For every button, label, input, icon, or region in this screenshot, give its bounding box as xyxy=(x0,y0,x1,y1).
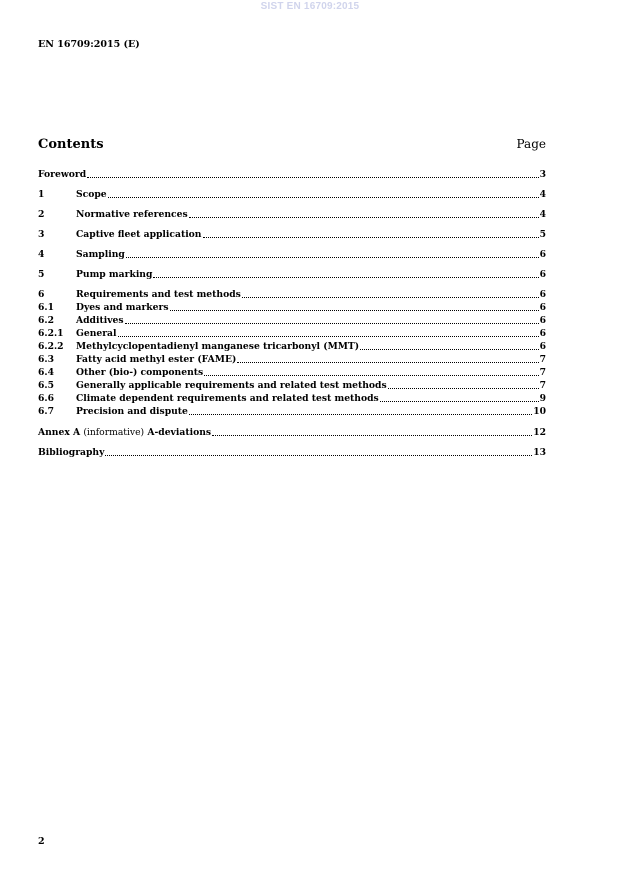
toc-entry-page: 4 xyxy=(539,209,546,220)
toc-entry-title: Other (bio-) components xyxy=(76,367,204,378)
toc-leader-dots xyxy=(108,196,539,198)
toc-entry-normative-references[interactable] xyxy=(38,208,546,220)
toc-leader-dots xyxy=(203,236,539,238)
toc-entry-page: 7 xyxy=(539,354,546,365)
toc-entry-page: 6 xyxy=(539,269,546,280)
toc-entry-number: 6.2.1 xyxy=(38,328,64,339)
toc-entry-page: 12 xyxy=(533,427,546,438)
toc-entry-foreword[interactable] xyxy=(38,168,546,180)
toc-entry-generally-applicable-requirements[interactable] xyxy=(38,379,546,391)
toc-leader-dots xyxy=(118,335,539,337)
toc-entry-additives[interactable] xyxy=(38,314,546,326)
toc-leader-dots xyxy=(380,400,539,402)
annex-note: (informative) xyxy=(83,427,145,438)
toc-entry-precision-and-dispute[interactable] xyxy=(38,405,546,417)
document-id: EN 16709:2015 (E) xyxy=(38,39,140,50)
toc-entry-title: Bibliography xyxy=(38,447,105,458)
toc-entry-page: 9 xyxy=(539,393,546,404)
toc-entry-title xyxy=(38,427,211,438)
page-column-label: Page xyxy=(516,137,546,151)
toc-entry-title: Methylcyclopentadienyl manganese tricarbonyl (MMT) xyxy=(76,341,360,352)
toc-entry-number: 6.1 xyxy=(38,302,54,313)
toc-entry-number: 1 xyxy=(38,189,45,200)
toc-entry-mmt[interactable] xyxy=(38,340,546,352)
toc-entry-page: 6 xyxy=(539,328,546,339)
toc-entry-number: 6.4 xyxy=(38,367,54,378)
toc-leader-dots xyxy=(105,454,532,456)
toc-leader-dots xyxy=(170,309,539,311)
toc-entry-number: 3 xyxy=(38,229,45,240)
toc-leader-dots xyxy=(388,387,539,389)
toc-entry-title: Generally applicable requirements and related test methods xyxy=(76,380,387,391)
toc-entry-page: 6 xyxy=(539,341,546,352)
toc-entry-title: Sampling xyxy=(76,249,125,260)
toc-entry-number: 2 xyxy=(38,209,45,220)
toc-entry-captive-fleet-application[interactable] xyxy=(38,228,546,240)
toc-entry-title: Precision and dispute xyxy=(76,406,188,417)
toc-entry-title: Fatty acid methyl ester (FAME) xyxy=(76,354,237,365)
toc-entry-page: 4 xyxy=(539,189,546,200)
toc-entry-sampling[interactable] xyxy=(38,248,546,260)
toc-entry-page: 6 xyxy=(539,302,546,313)
toc-entry-requirements-and-test-methods[interactable] xyxy=(38,288,546,300)
toc-entry-title: Requirements and test methods xyxy=(76,289,241,300)
toc-leader-dots xyxy=(360,348,539,350)
toc-entry-number: 6.5 xyxy=(38,380,54,391)
toc-leader-dots xyxy=(204,374,538,376)
toc-entry-scope[interactable] xyxy=(38,188,546,200)
toc-leader-dots xyxy=(189,216,539,218)
toc-entry-number: 6.2.2 xyxy=(38,341,64,352)
toc-entry-page: 3 xyxy=(539,169,546,180)
toc-leader-dots xyxy=(125,322,539,324)
toc-entry-page: 13 xyxy=(533,447,546,458)
toc-entry-page: 10 xyxy=(533,406,546,417)
toc-entry-number: 6.6 xyxy=(38,393,54,404)
toc-leader-dots xyxy=(87,176,538,178)
toc-entry-page: 7 xyxy=(539,367,546,378)
toc-entry-page: 6 xyxy=(539,249,546,260)
toc-leader-dots xyxy=(242,296,539,298)
toc-entry-title: General xyxy=(76,328,117,339)
contents-title: Contents xyxy=(38,137,104,152)
toc-leader-dots xyxy=(237,361,538,363)
toc-entry-page: 5 xyxy=(539,229,546,240)
toc-entry-dyes-and-markers[interactable] xyxy=(38,301,546,313)
toc-entry-page: 7 xyxy=(539,380,546,391)
toc-entry-climate-dependent-requirements[interactable] xyxy=(38,392,546,404)
toc-entry-title: Dyes and markers xyxy=(76,302,169,313)
toc-entry-title: Pump marking xyxy=(76,269,153,280)
toc-entry-title: Scope xyxy=(76,189,107,200)
toc-leader-dots xyxy=(153,276,538,278)
toc-entry-number: 6 xyxy=(38,289,45,300)
toc-entry-general[interactable] xyxy=(38,327,546,339)
watermark: SIST EN 16709:2015 xyxy=(260,1,360,12)
page-number: 2 xyxy=(38,836,45,847)
toc-entry-title: Normative references xyxy=(76,209,188,220)
toc-leader-dots xyxy=(189,413,532,415)
toc-entry-fame[interactable] xyxy=(38,353,546,365)
toc-entry-title: Additives xyxy=(76,315,124,326)
toc-entry-page: 6 xyxy=(539,289,546,300)
toc-entry-number: 6.7 xyxy=(38,406,54,417)
toc-entry-number: 6.3 xyxy=(38,354,54,365)
toc-entry-title: Climate dependent requirements and related test methods xyxy=(76,393,379,404)
toc-entry-pump-marking[interactable] xyxy=(38,268,546,280)
toc-entry-other-bio-components[interactable] xyxy=(38,366,546,378)
toc-entry-bibliography[interactable] xyxy=(38,446,546,458)
toc-entry-number: 4 xyxy=(38,249,45,260)
toc-leader-dots xyxy=(212,434,532,436)
toc-leader-dots xyxy=(126,256,539,258)
toc-entry-number: 5 xyxy=(38,269,45,280)
contents-header xyxy=(38,137,546,152)
toc-entry-title: Foreword xyxy=(38,169,87,180)
toc-entry-annex-a[interactable] xyxy=(38,426,546,438)
toc-entry-number: 6.2 xyxy=(38,315,54,326)
annex-title: A-deviations xyxy=(147,427,212,438)
toc-entry-title: Captive fleet application xyxy=(76,229,202,240)
annex-label: Annex A xyxy=(38,427,81,438)
toc-entry-page: 6 xyxy=(539,315,546,326)
